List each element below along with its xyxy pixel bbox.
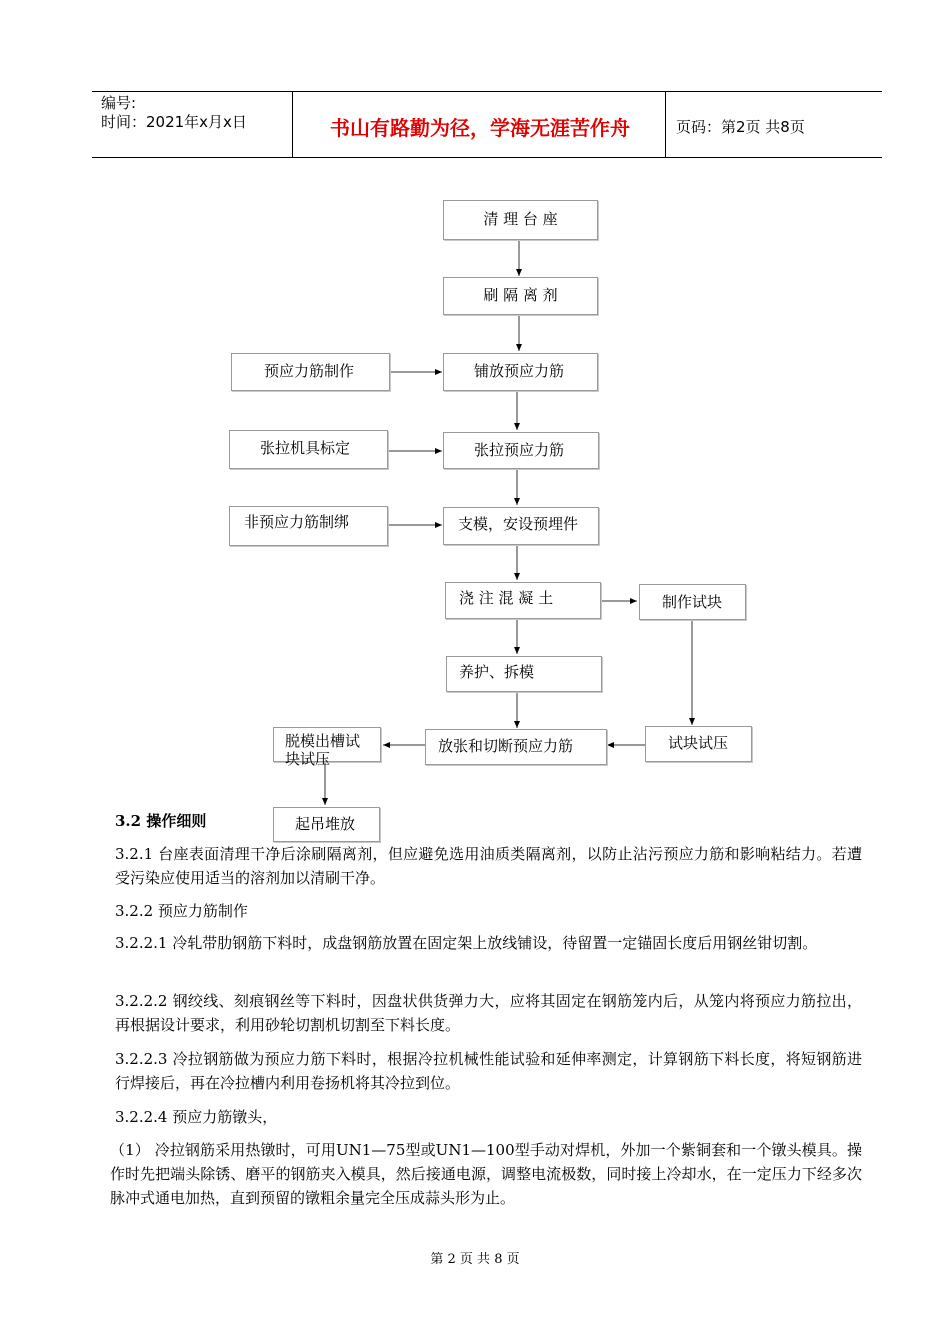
paragraph-3-2-2-3: 3.2.2.3 冷拉钢筋做为预应力筋下料时，根据冷拉机械性能试验和延伸率测定，计算钢筋下料长度，将短钢筋进行焊接后，再在冷拉槽内利用卷扬机将其冷拉到位。 — [115, 1050, 862, 1092]
paragraph-3-2-2-4: 3.2.2.4 预应力筋镦头， — [115, 1108, 278, 1126]
flow-step-lay-tendon — [443, 353, 598, 391]
footer-page-number: 第 2 页 共 8 页 — [430, 1252, 520, 1267]
flow-step-pour-concrete-label: 浇 注 混 凝 土 — [459, 589, 554, 607]
flow-step-make-test-block — [639, 584, 746, 620]
flow-step-test-block-press-label: 试块试压 — [668, 734, 729, 752]
flow-step-lift-stack-label: 起吊堆放 — [295, 815, 356, 833]
flow-step-bind-rebar-label: 非预应力筋制绑 — [244, 513, 350, 531]
flow-step-demold-test-line2: 块试压 — [285, 750, 331, 768]
flow-step-clean-bed — [443, 200, 598, 240]
document-time-label: 时间：2021年x月x日 — [101, 113, 247, 131]
flow-step-make-tendon-label: 预应力筋制作 — [264, 362, 355, 380]
flow-step-demold-test-line1: 脱模出槽试 — [285, 732, 361, 750]
flow-step-demold-test — [273, 727, 381, 768]
paragraph-item-1: （1） 冷拉钢筋采用热镦时，可用UN1—75型或UN1—100型手动对焊机，外加一个紫铜套和一个镦头模具。操作时先把端头除锈、磨平的钢筋夹入模具，然后接通电源，调整电流极数，同时接上冷却水，在一定压力下经多次脉冲式通电加热，直到预留的镦粗余量完全压成蒜头形为止。 — [110, 1141, 862, 1207]
flow-step-make-tendon — [231, 353, 390, 391]
flow-step-release-cut-tendon — [425, 729, 607, 765]
flow-step-test-block-press — [645, 726, 752, 762]
flow-step-cure-demold — [446, 656, 602, 692]
document-number-label: 编号: — [101, 94, 137, 112]
flow-step-pour-concrete — [445, 582, 601, 619]
section-title: 3.2 操作细则 — [115, 812, 207, 830]
flow-step-make-test-block-label: 制作试块 — [662, 593, 723, 611]
flow-step-release-cut-tendon-label: 放张和切断预应力筋 — [438, 737, 574, 755]
flow-step-tension-tendon-label: 张拉预应力筋 — [474, 441, 565, 459]
flow-step-brush-release-agent-label: 刷 隔 离 剂 — [483, 286, 558, 304]
paragraph-3-2-2: 3.2.2 预应力筋制作 — [115, 902, 248, 920]
flow-step-tension-tendon — [443, 432, 599, 469]
paragraph-3-2-1: 3.2.1 台座表面清理干净后涂刷隔离剂，但应避免选用油质类隔离剂，以防止沾污预应力筋和影响粘结力。若遭受污染应使用适当的溶剂加以清刷干净。 — [115, 845, 862, 887]
flow-step-formwork — [443, 507, 599, 545]
flow-step-calibrate-jack-label: 张拉机具标定 — [260, 439, 351, 457]
paragraph-3-2-2-1: 3.2.2.1 冷轧带肋钢筋下料时，成盘钢筋放置在固定架上放线铺设，待留置一定锚固长度后用钢丝钳切割。 — [115, 934, 818, 952]
flow-step-lay-tendon-label: 铺放预应力筋 — [474, 362, 565, 380]
flow-step-brush-release-agent — [443, 277, 598, 315]
header-page-code: 页码：第2页 共8页 — [676, 118, 805, 136]
paragraph-3-2-2-2: 3.2.2.2 钢绞线、刻痕钢丝等下料时，因盘状供货弹力大，应将其固定在钢筋笼内后，从笼内将预应力筋拉出，再根据设计要求，利用砂轮切割机切割至下料长度。 — [115, 992, 862, 1034]
flow-step-clean-bed-label: 清 理 台 座 — [483, 210, 558, 228]
flow-step-formwork-label: 支模，安设预埋件 — [458, 515, 579, 533]
header-motto: 书山有路勤为径，学海无涯苦作舟 — [330, 116, 630, 140]
flow-step-bind-rebar — [229, 506, 388, 546]
flow-step-cure-demold-label: 养护、拆模 — [459, 663, 535, 681]
flow-step-calibrate-jack — [229, 430, 388, 469]
